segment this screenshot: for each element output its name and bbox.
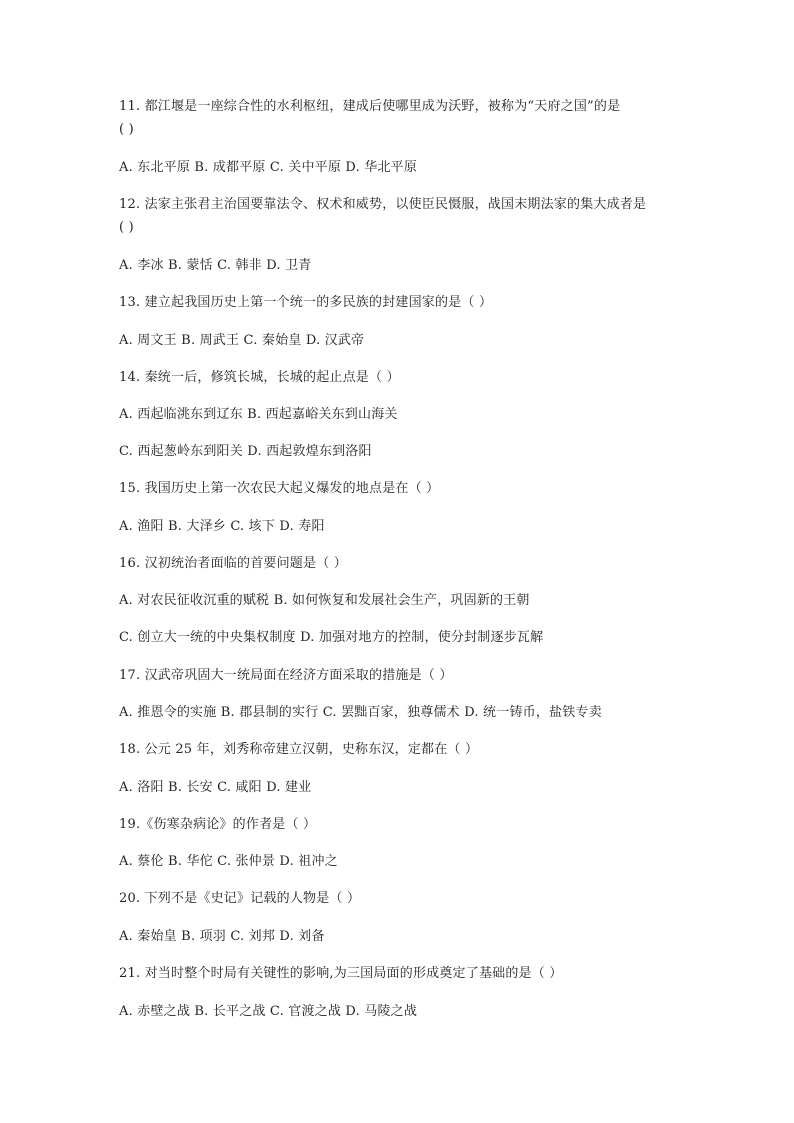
question-12-blank: ( ) [119, 220, 134, 235]
question-11-options: A. 东北平原 B. 成都平原 C. 关中平原 D. 华北平原 [119, 160, 418, 175]
question-19-stem: 19.《伤寒杂病论》的作者是（ ） [119, 817, 317, 832]
question-19-options: A. 蔡伦 B. 华佗 C. 张仲景 D. 祖冲之 [119, 854, 338, 869]
question-18-options: A. 洛阳 B. 长安 C. 咸阳 D. 建业 [119, 780, 312, 795]
question-11-blank: ( ) [119, 122, 134, 137]
question-18-stem: 18. 公元 25 年，刘秀称帝建立汉朝，史称东汉，定都在（ ） [119, 742, 479, 757]
question-12-options: A. 李冰 B. 蒙恬 C. 韩非 D. 卫青 [119, 258, 312, 273]
question-15-options: A. 渔阳 B. 大泽乡 C. 垓下 D. 寿阳 [119, 519, 325, 534]
question-15-stem: 15. 我国历史上第一次农民大起义爆发的地点是在（ ） [119, 481, 440, 496]
question-11-stem: 11. 都江堰是一座综合性的水利枢纽，建成后使哪里成为沃野，被称为“天府之国”的是 [119, 99, 621, 114]
question-17-stem: 17. 汉武帝巩固大一统局面在经济方面采取的措施是（ ） [119, 668, 453, 683]
question-21-options: A. 赤壁之战 B. 长平之战 C. 官渡之战 D. 马陵之战 [119, 1004, 418, 1019]
question-20-options: A. 秦始皇 B. 项羽 C. 刘邦 D. 刘备 [119, 929, 325, 944]
question-14-stem: 14. 秦统一后，修筑长城，长城的起止点是（ ） [119, 370, 400, 385]
question-12-stem: 12. 法家主张君主治国要靠法令、权术和威势，以使臣民慑服，战国末期法家的集大成者是 [119, 197, 647, 212]
question-13-options: A. 周文王 B. 周武王 C. 秦始皇 D. 汉武帝 [119, 333, 365, 348]
question-14-options-ab: A. 西起临洮东到辽东 B. 西起嘉峪关东到山海关 [119, 407, 398, 422]
question-13-stem: 13. 建立起我国历史上第一个统一的多民族的封建国家的是（ ） [119, 295, 493, 310]
question-17-options: A. 推恩令的实施 B. 郡县制的实行 C. 罢黜百家，独尊儒术 D. 统一铸币，盐铁专卖 [119, 705, 602, 720]
question-16-options-cd: C. 创立大一统的中央集权制度 D. 加强对地方的控制，使分封制逐步瓦解 [119, 630, 544, 645]
question-21-stem: 21. 对当时整个时局有关键性的影响,为三国局面的形成奠定了基础的是（ ） [119, 966, 563, 981]
question-16-stem: 16. 汉初统治者面临的首要问题是（ ） [119, 556, 347, 571]
question-14-options-cd: C. 西起葱岭东到阳关 D. 西起敦煌东到洛阳 [119, 444, 372, 459]
question-16-options-ab: A. 对农民征收沉重的赋税 B. 如何恢复和发展社会生产，巩固新的王朝 [119, 593, 530, 608]
question-20-stem: 20. 下列不是《史记》记载的人物是（ ） [119, 891, 361, 906]
